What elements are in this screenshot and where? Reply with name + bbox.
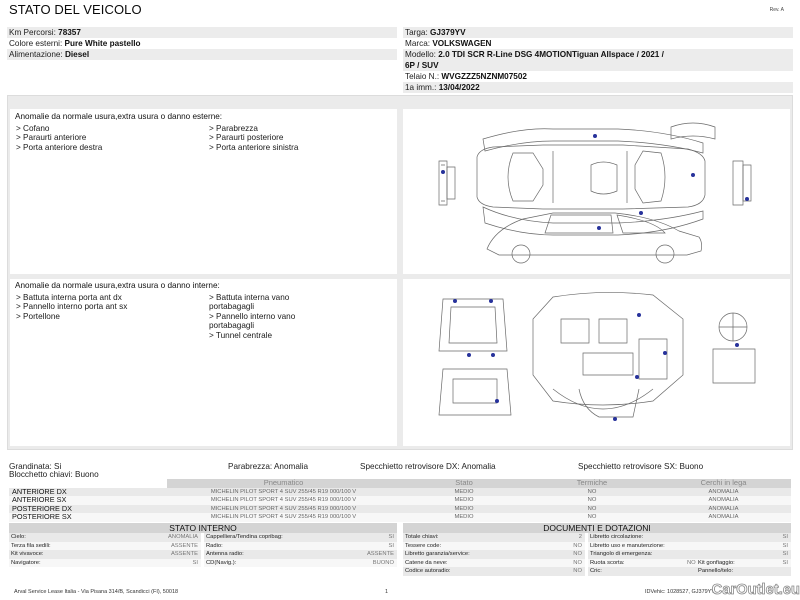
interior-car-diagram (403, 279, 790, 446)
model-value-cont: 6P / SUV (405, 61, 439, 70)
plate-label: Targa: (405, 28, 428, 37)
list-item: Cielo: ANOMALIA (9, 533, 201, 542)
brand-label: Marca: (405, 39, 431, 48)
table-row: POSTERIORE SX MICHELIN PILOT SPORT 4 SUV 255/45 R19 000/100 V MEDIO NO ANOMALIA (9, 513, 791, 521)
registration-row (403, 82, 793, 93)
footer-company: Arval Service Lease Italia - Via Pisana 314/B, Scandicci (FI), 50018 (14, 589, 179, 595)
damage-dot (639, 211, 643, 215)
list-item: Radio: SI (204, 542, 397, 551)
interior-status-title: STATO INTERNO (9, 523, 397, 533)
fuel-row (7, 49, 397, 60)
list-item: Cappelliera/Tendina copribag: SI (204, 533, 397, 542)
tyre-col-header: Cerchi in lega (656, 479, 791, 488)
mirror-right-status: Specchietto retrovisore DX: Anomalia (360, 462, 496, 471)
revision-label: Rev. A (769, 7, 784, 13)
interior-damage-panel (10, 279, 397, 446)
vin-label: Telaio N.: (405, 72, 440, 81)
caroutlet-watermark: CarOutlet.eu (711, 582, 800, 599)
registration-label: 1a imm.: (405, 83, 437, 92)
interior-diagram-panel (403, 279, 790, 446)
exterior-damage-item: > Paraurti anteriore (16, 133, 87, 143)
list-item: Totale chiavi: 2 (403, 533, 585, 542)
list-item: Catene da neve: NO (403, 559, 585, 568)
exterior-diagram-panel (403, 109, 790, 274)
interior-damage-item: > Pannello interno porta ant sx (16, 302, 128, 312)
damage-dot (637, 313, 641, 317)
damage-dot (593, 134, 597, 138)
brand-value: VOLKSWAGEN (432, 39, 492, 48)
vin-row (403, 71, 793, 82)
page-title: STATO DEL VEICOLO (9, 2, 142, 17)
footer-reference: IDVehic: 1028527, GJ379YV (645, 589, 716, 595)
km-value: 78357 (58, 28, 81, 37)
damage-dot (663, 351, 667, 355)
damage-dot (491, 353, 495, 357)
model-label: Modello: (405, 50, 436, 59)
list-item: CD(Navig.): BUONO (204, 559, 397, 568)
key-lock-status: Blocchetto chiavi: Buono (9, 470, 99, 479)
exterior-damage-item: > Porta anteriore sinistra (209, 142, 299, 152)
footer-page-number: 1 (385, 589, 389, 595)
damage-dot (495, 399, 499, 403)
fuel-value: Diesel (64, 50, 90, 59)
damage-dot (691, 173, 695, 177)
vin-value: WVGZZZ5NZNM07502 (441, 72, 527, 81)
list-item: Libretto garanzia/service: NO (403, 550, 585, 559)
list-item: Cric: Pannello/telo: (588, 567, 791, 576)
plate-value: GJ379YV (430, 28, 466, 37)
exterior-damage-item: > Porta anteriore destra (16, 142, 103, 152)
model-row (403, 49, 793, 71)
list-item: Libretto uso e manutenzione: SI (588, 542, 791, 551)
damage-dot (467, 353, 471, 357)
exterior-damage-item: > Paraurti posteriore (209, 133, 284, 143)
damage-dot (597, 226, 601, 230)
list-item: Terza fila sedili: ASSENTE (9, 542, 201, 551)
tyre-col-header: Stato (400, 479, 528, 488)
tyre-col-header: Pneumatico (167, 479, 400, 488)
table-row: ANTERIORE DX MICHELIN PILOT SPORT 4 SUV 255/45 R19 000/100 V MEDIO NO ANOMALIA (9, 488, 791, 496)
documents-grid (403, 533, 791, 576)
interior-damage-item: > Pannello interno vano (209, 311, 296, 321)
list-item: Antenna radio: ASSENTE (204, 550, 397, 559)
colour-value: Pure White pastello (64, 39, 141, 48)
interior-damage-item: > Battuta interna vano (209, 293, 290, 302)
interior-damage-title: Anomalie da normale usura,extra usura o danno interne: (15, 281, 220, 290)
interior-damage-item: > Portellone (16, 311, 60, 321)
plate-row (403, 27, 793, 38)
exterior-damage-panel (10, 109, 397, 274)
km-label: Km Percorsi: (9, 28, 56, 37)
exterior-car-diagram (403, 109, 790, 274)
tyre-table (9, 479, 791, 522)
damage-dot (735, 343, 739, 347)
exterior-damage-item: > Parabrezza (209, 124, 258, 133)
damage-dot (613, 417, 617, 421)
damage-dot (635, 375, 639, 379)
interior-damage-item: portabagagli (209, 321, 255, 331)
damage-dot (453, 299, 457, 303)
exterior-damage-item: > Cofano (16, 124, 50, 133)
list-item: Ruota scorta: NO Kit gonfiaggio: SI (588, 559, 791, 568)
registration-value: 13/04/2022 (438, 83, 480, 92)
tyre-col-header: Termiche (528, 479, 656, 488)
documents-title: DOCUMENTI E DOTAZIONI (403, 523, 791, 533)
hail-status: Grandinata: Si (9, 462, 62, 471)
km-row (7, 27, 397, 38)
damage-dot (489, 299, 493, 303)
list-item: Tessere code: NO (403, 542, 585, 551)
table-row: POSTERIORE DX MICHELIN PILOT SPORT 4 SUV 255/45 R19 000/100 V MEDIO NO ANOMALIA (9, 505, 791, 513)
list-item: Triangolo di emergenza: SI (588, 550, 791, 559)
table-row: ANTERIORE SX MICHELIN PILOT SPORT 4 SUV 255/45 R19 000/100 V MEDIO NO ANOMALIA (9, 496, 791, 504)
fuel-label: Alimentazione: (9, 50, 63, 59)
windscreen-status: Parabrezza: Anomalia (228, 462, 309, 471)
damage-dot (745, 197, 749, 201)
interior-damage-item: portabagagli (209, 302, 255, 312)
list-item: Codice autoradio: NO (403, 567, 585, 576)
interior-damage-item: > Tunnel centrale (209, 330, 273, 340)
list-item: Navigatore: SI (9, 559, 201, 568)
colour-label: Colore esterni: (9, 39, 63, 48)
brand-row (403, 38, 793, 49)
list-item: Libretto circolazione: SI (588, 533, 791, 542)
interior-status-grid (9, 533, 397, 567)
colour-row (7, 38, 397, 49)
list-item: Kit vivavoce: ASSENTE (9, 550, 201, 559)
model-value: 2.0 TDI SCR R-Line DSG 4MOTIONTiguan Allspace / 2021 / (438, 50, 664, 59)
interior-damage-item: > Battuta interna porta ant dx (16, 293, 122, 302)
damage-dot (441, 170, 445, 174)
exterior-damage-title: Anomalie da normale usura,extra usura o danno esterne: (15, 112, 223, 121)
mirror-left-status: Specchietto retrovisore SX: Buono (578, 462, 704, 471)
